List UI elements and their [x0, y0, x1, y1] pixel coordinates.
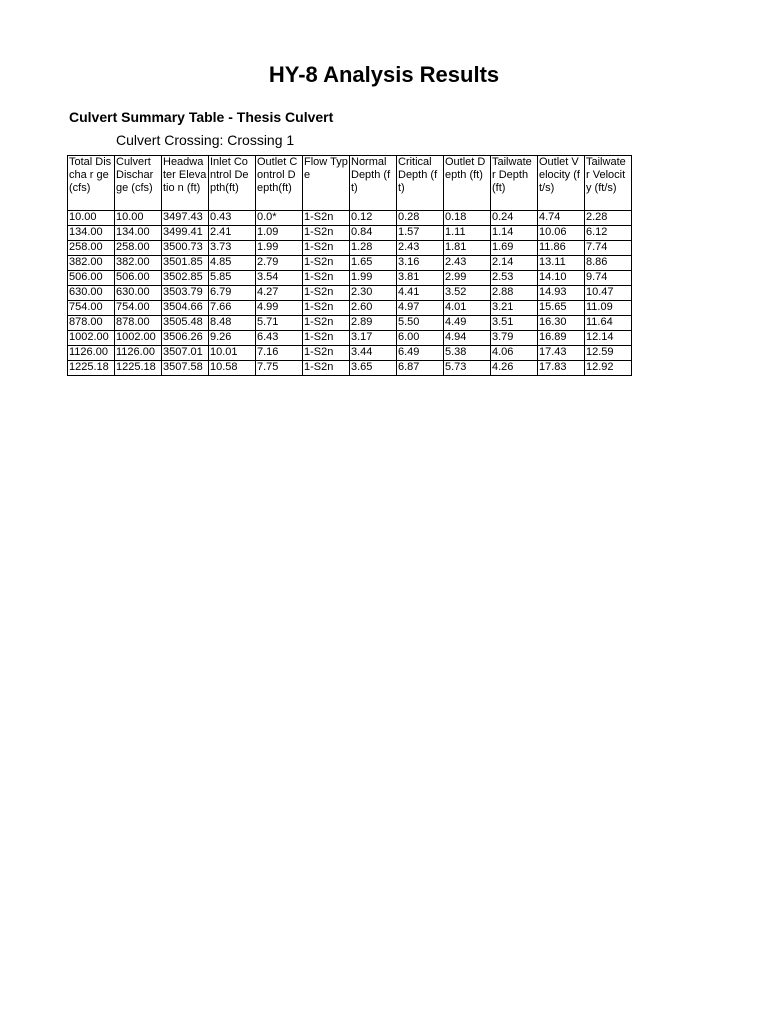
table-cell: 3499.41	[162, 226, 209, 241]
table-cell: 3.79	[491, 331, 538, 346]
table-cell: 1126.00	[68, 346, 115, 361]
table-cell: 2.89	[350, 316, 397, 331]
table-cell: 4.01	[444, 301, 491, 316]
table-cell: 5.38	[444, 346, 491, 361]
crossing-label: Culvert Crossing: Crossing 1	[116, 132, 295, 148]
table-cell: 2.88	[491, 286, 538, 301]
table-cell: 3497.43	[162, 211, 209, 226]
table-cell: 3.54	[256, 271, 303, 286]
table-cell: 14.93	[538, 286, 585, 301]
table-cell: 2.99	[444, 271, 491, 286]
table-cell: 382.00	[115, 256, 162, 271]
table-cell: 754.00	[68, 301, 115, 316]
column-header: Outlet Control Depth(ft)	[256, 156, 303, 211]
table-cell: 1-S2n	[303, 346, 350, 361]
table-cell: 1-S2n	[303, 361, 350, 376]
table-cell: 3500.73	[162, 241, 209, 256]
table-cell: 1.81	[444, 241, 491, 256]
table-cell: 2.41	[209, 226, 256, 241]
table-row	[68, 286, 632, 301]
table-cell: 1.57	[397, 226, 444, 241]
table-cell: 6.49	[397, 346, 444, 361]
table-cell: 2.14	[491, 256, 538, 271]
table-cell: 1002.00	[115, 331, 162, 346]
table-cell: 3502.85	[162, 271, 209, 286]
table-cell: 3.81	[397, 271, 444, 286]
table-cell: 4.74	[538, 211, 585, 226]
table-cell: 0.28	[397, 211, 444, 226]
table-cell: 3.44	[350, 346, 397, 361]
results-table	[67, 155, 632, 376]
table-cell: 1-S2n	[303, 286, 350, 301]
table-cell: 1.69	[491, 241, 538, 256]
table-cell: 6.87	[397, 361, 444, 376]
table-cell: 10.00	[68, 211, 115, 226]
table-cell: 1.99	[256, 241, 303, 256]
column-header: Tailwate r Depth (ft)	[491, 156, 538, 211]
table-cell: 1.99	[350, 271, 397, 286]
table-row	[68, 226, 632, 241]
table-cell: 4.85	[209, 256, 256, 271]
table-cell: 3501.85	[162, 256, 209, 271]
table-cell: 10.06	[538, 226, 585, 241]
table-cell: 7.16	[256, 346, 303, 361]
table-cell: 9.26	[209, 331, 256, 346]
table-cell: 8.48	[209, 316, 256, 331]
table-cell: 2.60	[350, 301, 397, 316]
table-cell: 3503.79	[162, 286, 209, 301]
table-cell: 4.27	[256, 286, 303, 301]
page-title: HY-8 Analysis Results	[268, 62, 500, 87]
table-cell: 1225.18	[115, 361, 162, 376]
table-cell: 3.65	[350, 361, 397, 376]
header-row	[68, 156, 632, 211]
table-cell: 17.43	[538, 346, 585, 361]
column-header: Flow Type	[303, 156, 350, 211]
table-cell: 630.00	[115, 286, 162, 301]
table-cell: 1-S2n	[303, 331, 350, 346]
table-cell: 5.50	[397, 316, 444, 331]
table-row	[68, 256, 632, 271]
table-cell: 1.28	[350, 241, 397, 256]
table-cell: 7.66	[209, 301, 256, 316]
table-cell: 1126.00	[115, 346, 162, 361]
table-cell: 0.0*	[256, 211, 303, 226]
table-cell: 1-S2n	[303, 211, 350, 226]
table-cell: 382.00	[68, 256, 115, 271]
table-row	[68, 361, 632, 376]
table-cell: 4.49	[444, 316, 491, 331]
table-cell: 10.00	[115, 211, 162, 226]
table-cell: 4.97	[397, 301, 444, 316]
table-cell: 258.00	[115, 241, 162, 256]
table-cell: 6.79	[209, 286, 256, 301]
table-cell: 1-S2n	[303, 241, 350, 256]
table-cell: 9.74	[585, 271, 632, 286]
table-cell: 1.11	[444, 226, 491, 241]
table-cell: 1-S2n	[303, 301, 350, 316]
table-row	[68, 331, 632, 346]
table-row	[68, 346, 632, 361]
table-cell: 754.00	[115, 301, 162, 316]
table-body	[68, 211, 632, 376]
table-row	[68, 301, 632, 316]
column-header: Culvert Dischar ge (cfs)	[115, 156, 162, 211]
table-cell: 1-S2n	[303, 271, 350, 286]
column-header: Total Discha r ge (cfs)	[68, 156, 115, 211]
table-cell: 16.30	[538, 316, 585, 331]
table-cell: 7.75	[256, 361, 303, 376]
column-header: Outlet Depth (ft)	[444, 156, 491, 211]
table-row	[68, 271, 632, 286]
table-cell: 2.53	[491, 271, 538, 286]
table-cell: 2.43	[444, 256, 491, 271]
table-cell: 10.47	[585, 286, 632, 301]
table-row	[68, 211, 632, 226]
table-cell: 10.01	[209, 346, 256, 361]
table-cell: 506.00	[68, 271, 115, 286]
table-cell: 12.92	[585, 361, 632, 376]
table-cell: 4.26	[491, 361, 538, 376]
table-cell: 6.43	[256, 331, 303, 346]
table-cell: 3.52	[444, 286, 491, 301]
column-header: Critical Depth (ft)	[397, 156, 444, 211]
table-cell: 6.12	[585, 226, 632, 241]
table-row	[68, 316, 632, 331]
table-cell: 630.00	[68, 286, 115, 301]
table-cell: 4.94	[444, 331, 491, 346]
table-cell: 16.89	[538, 331, 585, 346]
table-cell: 11.86	[538, 241, 585, 256]
table-cell: 2.79	[256, 256, 303, 271]
table-cell: 2.43	[397, 241, 444, 256]
table-cell: 8.86	[585, 256, 632, 271]
table-cell: 11.64	[585, 316, 632, 331]
table-cell: 1.09	[256, 226, 303, 241]
table-cell: 4.06	[491, 346, 538, 361]
table-cell: 5.73	[444, 361, 491, 376]
table-cell: 3.73	[209, 241, 256, 256]
table-cell: 0.24	[491, 211, 538, 226]
column-header: Headwa ter Elevatio n (ft)	[162, 156, 209, 211]
table-cell: 12.14	[585, 331, 632, 346]
table-cell: 3.51	[491, 316, 538, 331]
table-cell: 0.18	[444, 211, 491, 226]
table-cell: 3506.26	[162, 331, 209, 346]
table-cell: 878.00	[115, 316, 162, 331]
table-cell: 506.00	[115, 271, 162, 286]
table-cell: 1-S2n	[303, 226, 350, 241]
table-cell: 134.00	[115, 226, 162, 241]
table-cell: 0.12	[350, 211, 397, 226]
column-header: Inlet Control Depth(ft)	[209, 156, 256, 211]
table-subtitle: Culvert Summary Table - Thesis Culvert	[69, 109, 334, 125]
table-cell: 1002.00	[68, 331, 115, 346]
table-row	[68, 241, 632, 256]
table-cell: 3505.48	[162, 316, 209, 331]
table-cell: 1-S2n	[303, 316, 350, 331]
table-cell: 12.59	[585, 346, 632, 361]
table-cell: 3.21	[491, 301, 538, 316]
table-cell: 5.71	[256, 316, 303, 331]
table-cell: 4.41	[397, 286, 444, 301]
table-cell: 14.10	[538, 271, 585, 286]
table-cell: 4.99	[256, 301, 303, 316]
table-cell: 3507.58	[162, 361, 209, 376]
table-cell: 1.14	[491, 226, 538, 241]
table-cell: 7.74	[585, 241, 632, 256]
table-cell: 0.84	[350, 226, 397, 241]
table-cell: 3507.01	[162, 346, 209, 361]
table-cell: 3.17	[350, 331, 397, 346]
table-cell: 1.65	[350, 256, 397, 271]
table-cell: 3504.66	[162, 301, 209, 316]
table-cell: 6.00	[397, 331, 444, 346]
column-header: Tailwate r Velocity (ft/s)	[585, 156, 632, 211]
table-cell: 2.30	[350, 286, 397, 301]
column-header: Normal Depth (ft)	[350, 156, 397, 211]
table-cell: 11.09	[585, 301, 632, 316]
table-cell: 2.28	[585, 211, 632, 226]
table-cell: 3.16	[397, 256, 444, 271]
table-cell: 1-S2n	[303, 256, 350, 271]
table-cell: 0.43	[209, 211, 256, 226]
table-cell: 258.00	[68, 241, 115, 256]
table-cell: 5.85	[209, 271, 256, 286]
table-cell: 15.65	[538, 301, 585, 316]
table-cell: 13.11	[538, 256, 585, 271]
table-cell: 10.58	[209, 361, 256, 376]
table-cell: 878.00	[68, 316, 115, 331]
column-header: Outlet Velocity (ft/s)	[538, 156, 585, 211]
table-cell: 17.83	[538, 361, 585, 376]
table-cell: 1225.18	[68, 361, 115, 376]
table-cell: 134.00	[68, 226, 115, 241]
